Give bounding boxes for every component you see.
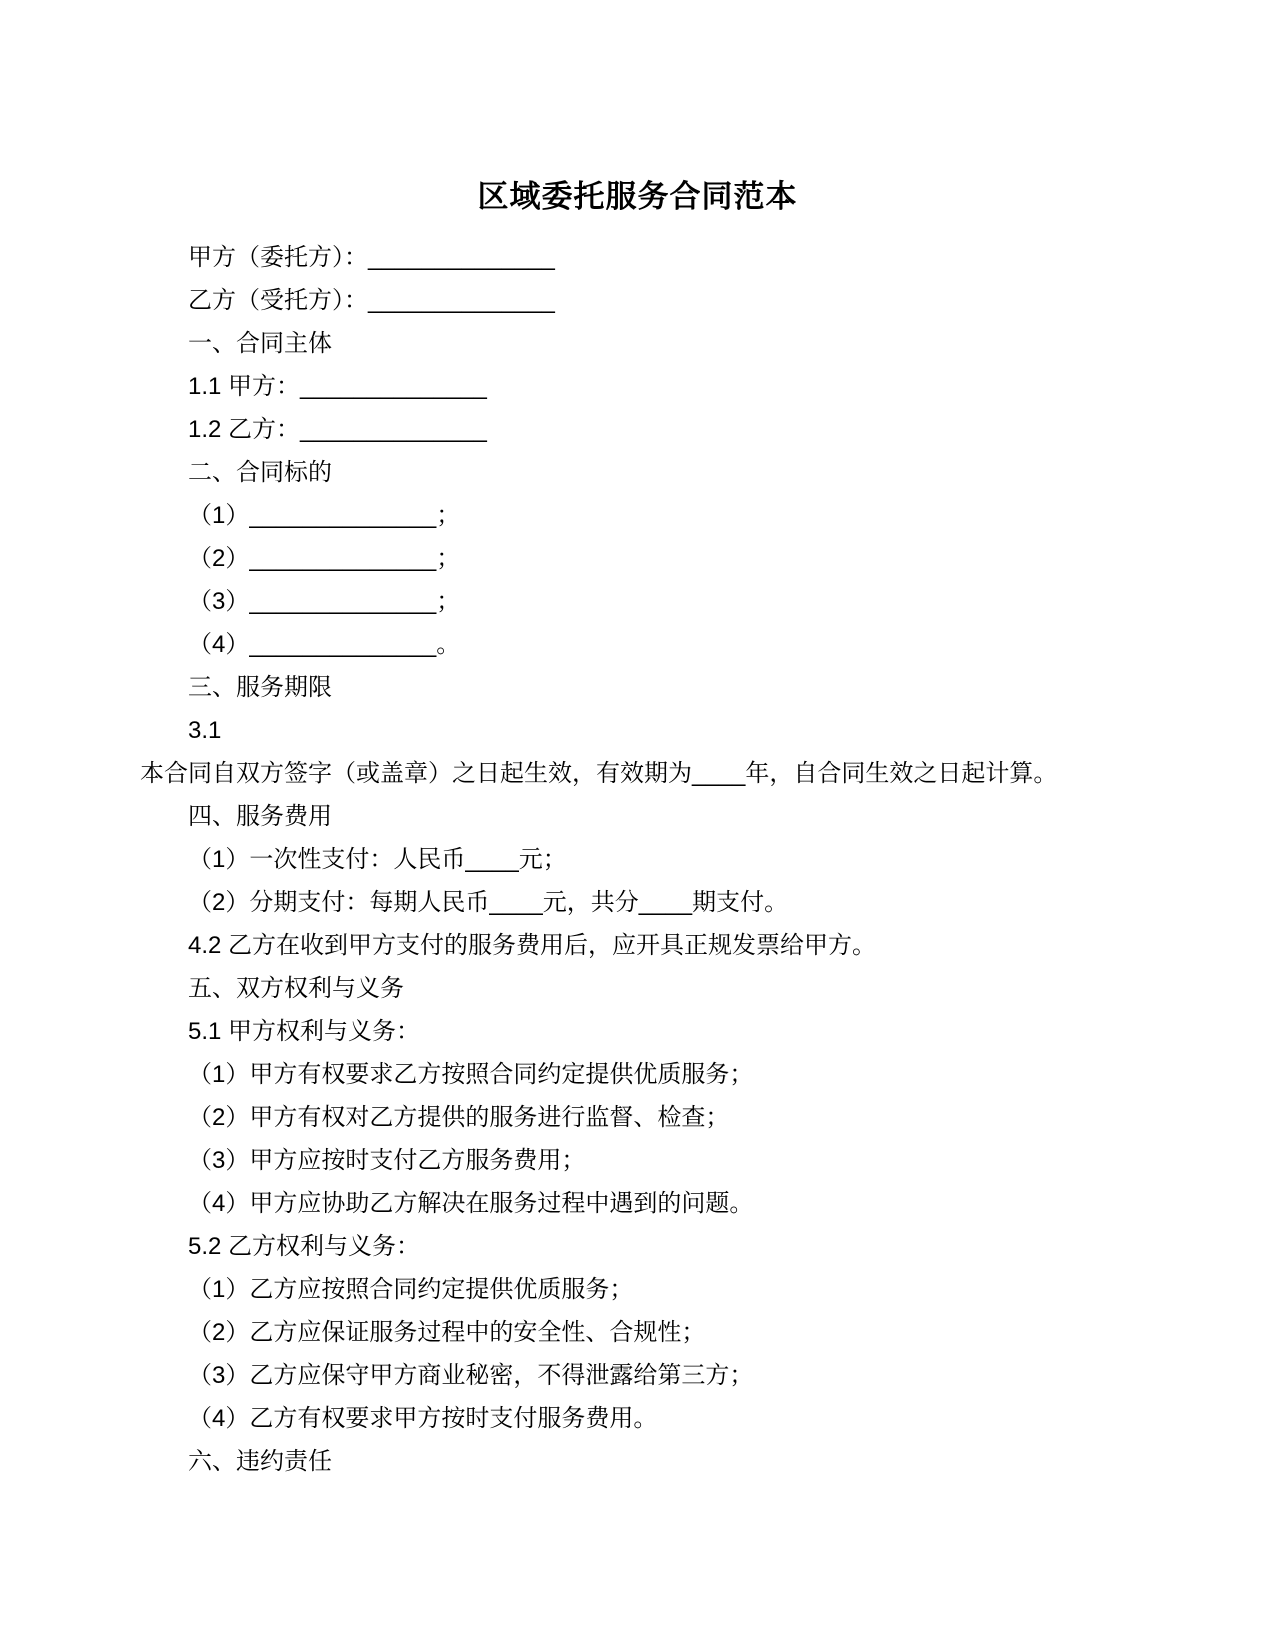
section-5-heading: 五、双方权利与义务 — [188, 975, 404, 1002]
clause-5-2: 5.2 乙方权利与义务： — [188, 1233, 421, 1260]
item-5-2-3: （3）乙方应保守甲方商业秘密，不得泄露给第三方； — [188, 1362, 754, 1389]
section-6-heading: 六、违约责任 — [188, 1448, 332, 1475]
item-2-4: （4）______________。 — [188, 631, 461, 658]
clause-3-1-text: 本合同自双方签字（或盖章）之日起生效，有效期为____年，自合同生效之日起计算。 — [140, 760, 1058, 787]
item-5-2-2: （2）乙方应保证服务过程中的安全性、合规性； — [188, 1319, 706, 1346]
item-2-3: （3）______________； — [188, 588, 461, 615]
section-1-heading: 一、合同主体 — [188, 330, 332, 357]
section-3-heading: 三、服务期限 — [188, 674, 332, 701]
section-4-heading: 四、服务费用 — [188, 803, 332, 830]
item-5-1-1: （1）甲方有权要求乙方按照合同约定提供优质服务； — [188, 1061, 754, 1088]
party-b-line: 乙方（受托方）：______________ — [188, 287, 555, 314]
clause-4-2: 4.2 乙方在收到甲方支付的服务费用后，应开具正规发票给甲方。 — [188, 932, 877, 959]
item-2-2: （2）______________； — [188, 545, 461, 572]
item-5-1-3: （3）甲方应按时支付乙方服务费用； — [188, 1147, 586, 1174]
item-2-1: （1）______________； — [188, 502, 461, 529]
item-5-2-4: （4）乙方有权要求甲方按时支付服务费用。 — [188, 1405, 658, 1432]
clause-5-1: 5.1 甲方权利与义务： — [188, 1018, 421, 1045]
section-2-heading: 二、合同标的 — [188, 459, 332, 486]
clause-3-1-number: 3.1 — [188, 717, 222, 744]
party-a-line: 甲方（委托方）：______________ — [188, 244, 555, 271]
item-4-1: （1）一次性支付：人民币____元； — [188, 846, 567, 873]
item-5-2-1: （1）乙方应按照合同约定提供优质服务； — [188, 1276, 634, 1303]
document-title: 区域委托服务合同范本 — [477, 179, 798, 214]
item-5-1-4: （4）甲方应协助乙方解决在服务过程中遇到的问题。 — [188, 1190, 754, 1217]
item-5-1-2: （2）甲方有权对乙方提供的服务进行监督、检查； — [188, 1104, 730, 1131]
clause-1-1: 1.1 甲方：______________ — [188, 373, 487, 400]
item-4-2: （2）分期支付：每期人民币____元，共分____期支付。 — [188, 889, 789, 916]
clause-1-2: 1.2 乙方：______________ — [188, 416, 487, 443]
